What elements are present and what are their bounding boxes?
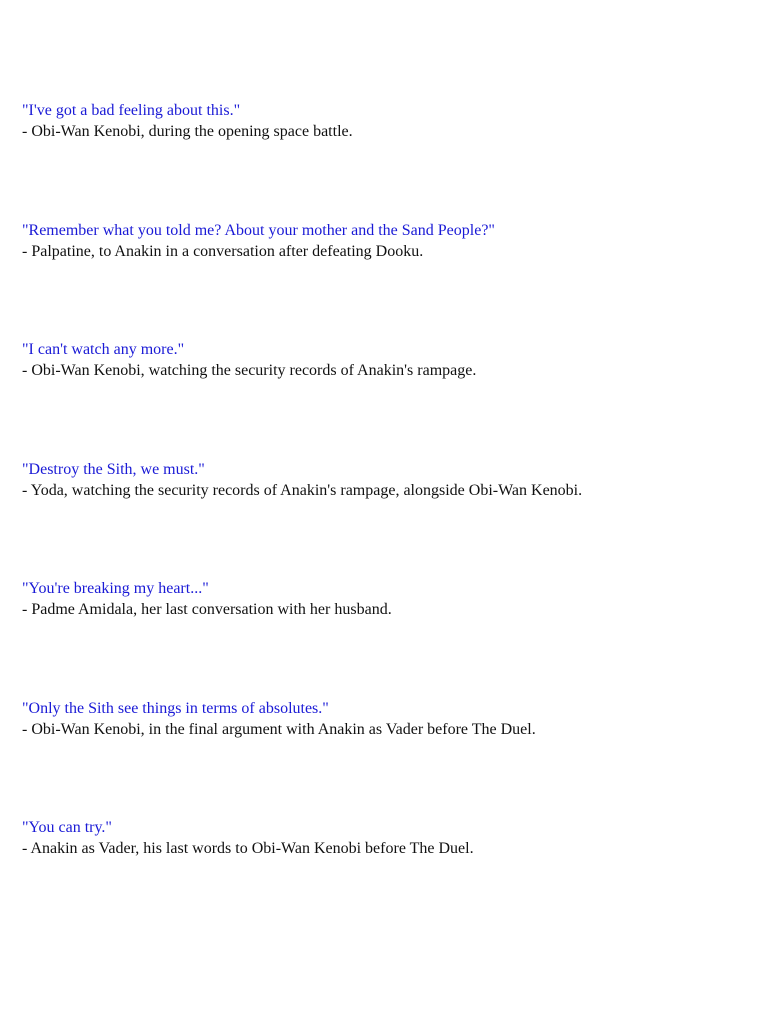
quote-list — [22, 100, 752, 937]
quote-text: "I've got a bad feeling about this." — [22, 102, 241, 119]
quote-block-7 — [22, 817, 752, 937]
quote-block-1 — [22, 100, 752, 220]
quote-block-5 — [22, 578, 752, 698]
quote-text: "Destroy the Sith, we must." — [22, 460, 205, 478]
quote-attribution: - Yoda, watching the security records of Anakin's rampage, alongside Obi-Wan Kenobi. — [22, 481, 583, 499]
quote-attribution: - Palpatine, to Anakin in a conversation after defeating Dooku. — [22, 242, 424, 260]
quote-block-3 — [22, 339, 752, 459]
quote-text: "Remember what you told me? About your mother and the Sand People?" — [22, 221, 495, 239]
quote-text: "I can't watch any more." — [22, 341, 185, 358]
quote-attribution: - Obi-Wan Kenobi, during the opening space battle. — [22, 123, 353, 140]
quote-text: "You're breaking my heart..." — [22, 580, 209, 597]
quote-block-4 — [22, 459, 752, 579]
quote-block-2 — [22, 220, 752, 340]
quote-text: "You can try." — [22, 819, 112, 836]
quote-text: "Only the Sith see things in terms of absolutes." — [22, 699, 329, 717]
quote-block-6 — [22, 698, 752, 818]
quote-attribution: - Padme Amidala, her last conversation with her husband. — [22, 601, 392, 618]
quote-attribution: - Obi-Wan Kenobi, watching the security records of Anakin's rampage. — [22, 362, 477, 379]
quote-attribution: - Anakin as Vader, his last words to Obi-Wan Kenobi before The Duel. — [22, 840, 474, 857]
quote-attribution: - Obi-Wan Kenobi, in the final argument with Anakin as Vader before The Duel. — [22, 720, 536, 738]
